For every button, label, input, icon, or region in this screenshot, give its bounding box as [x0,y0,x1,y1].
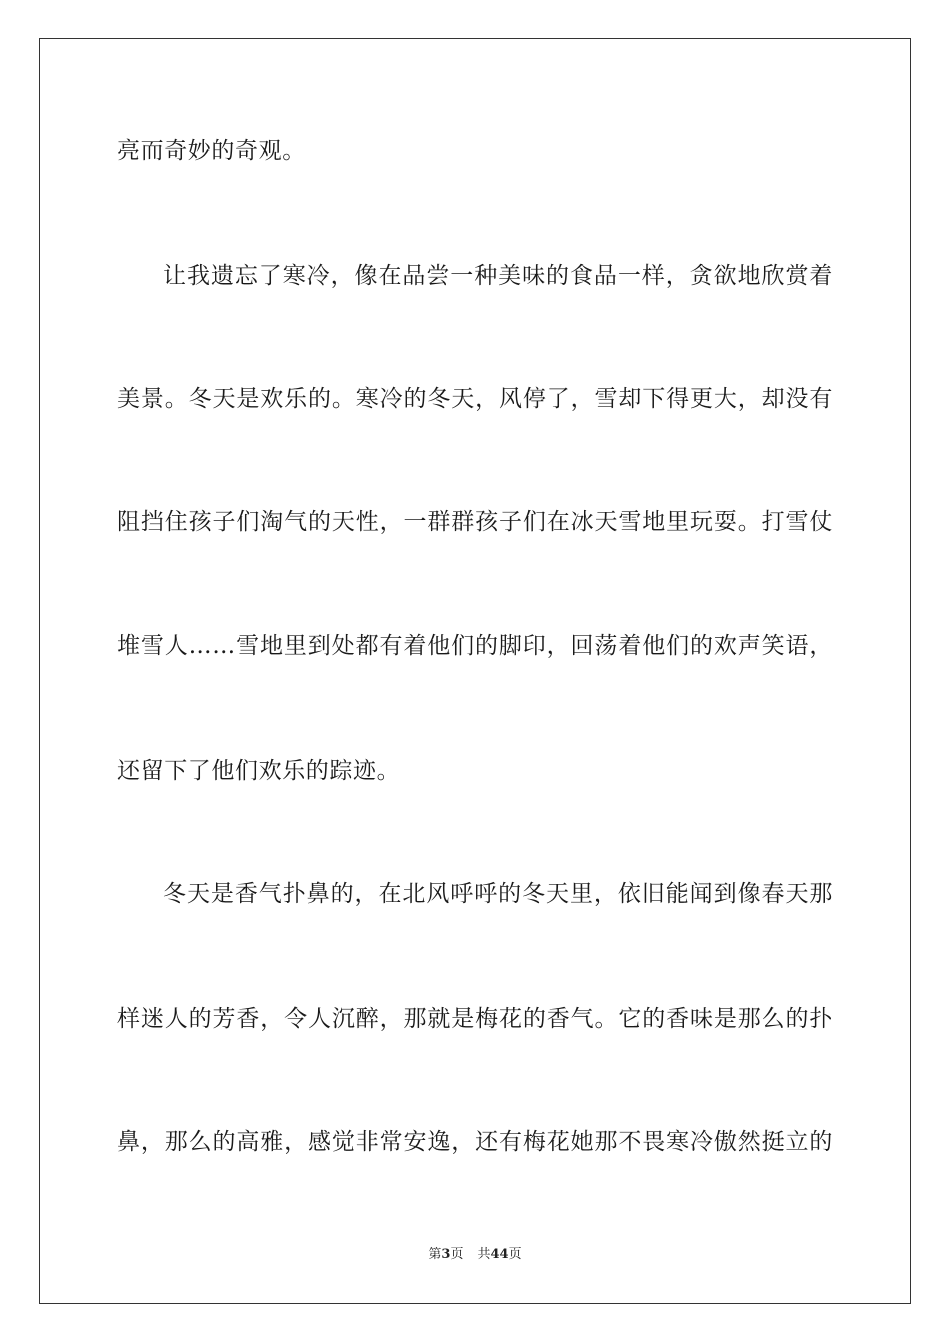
paragraph-start-line: 让我遗忘了寒冷，像在品尝一种美味的食品一样，贪欲地欣赏着 [163,263,833,289]
page-border [39,38,911,1304]
text-line: 鼻，那么的高雅，感觉非常安逸，还有梅花她那不畏寒冷傲然挺立的 [117,1129,833,1155]
total-prefix: 共 [477,1247,491,1262]
text-line: 阻挡住孩子们淘气的天性，一群群孩子们在冰天雪地里玩耍。打雪仗 [117,509,833,535]
text-line: 亮而奇妙的奇观。 [117,138,306,164]
current-page-number: 3 [441,1247,451,1262]
page-suffix: 页 [450,1247,464,1262]
paragraph-start-line: 冬天是香气扑鼻的，在北风呼呼的冬天里，依旧能闻到像春天那 [163,881,833,907]
total-suffix: 页 [508,1247,522,1262]
page-footer [0,1246,950,1264]
total-pages-number: 44 [490,1247,509,1262]
text-line: 样迷人的芳香，令人沉醉，那就是梅花的香气。它的香味是那么的扑 [117,1006,833,1032]
text-line: 还留下了他们欢乐的踪迹。 [117,758,401,784]
text-line: 美景。冬天是欢乐的。寒冷的冬天，风停了，雪却下得更大，却没有 [117,386,833,412]
page-prefix: 第 [428,1247,442,1262]
text-line: 堆雪人……雪地里到处都有着他们的脚印，回荡着他们的欢声笑语， [117,633,833,659]
